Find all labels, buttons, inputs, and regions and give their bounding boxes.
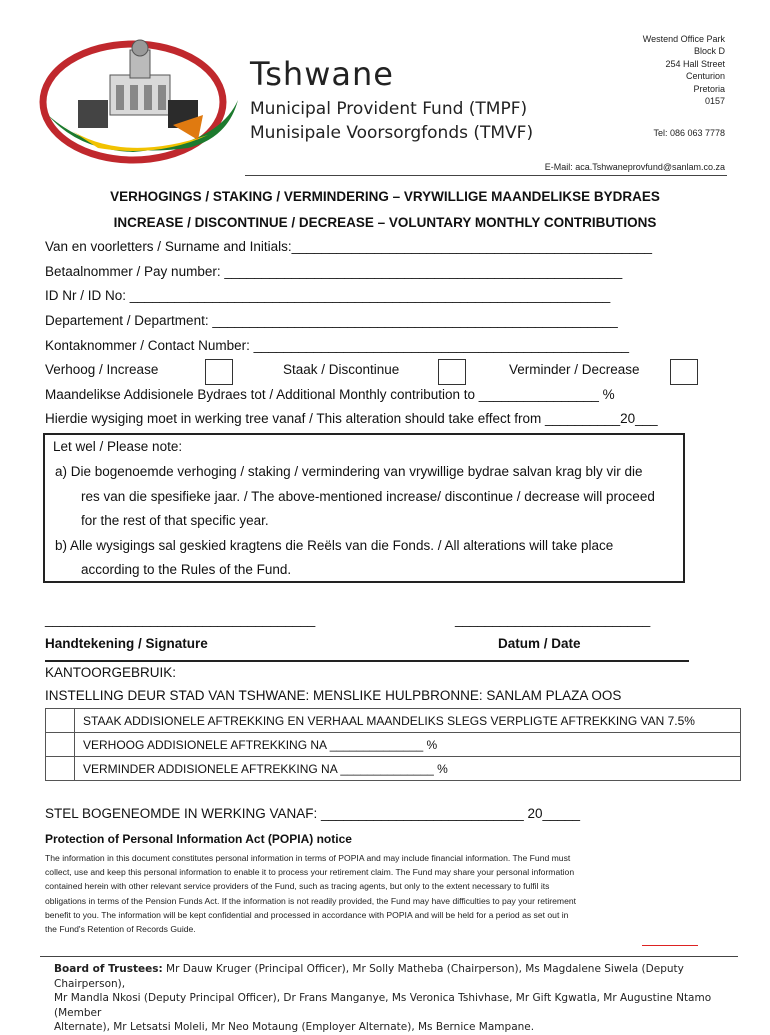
title-english: INCREASE / DISCONTINUE / DECREASE – VOLUNTARY MONTHLY CONTRIBUTIONS xyxy=(113,215,657,230)
pay-number-field[interactable]: Betaalnommer / Pay number: _____________________________________________________ xyxy=(45,264,623,279)
discontinue-checkbox[interactable] xyxy=(438,359,466,385)
note-a-line1: a) Die bogenoemde verhoging / staking / vermindering van vrywillige bydrae salvan krag bly vir die xyxy=(55,464,643,479)
brand-name: Tshwane xyxy=(250,55,394,93)
signature-line[interactable]: ____________________________________ xyxy=(45,612,316,627)
popia-line: benefit to you. The information will be kept confidential and processed in accordance with POPIA and will be held for a period as set out in xyxy=(45,909,569,920)
trustees-label: Board of Trustees: xyxy=(54,963,163,975)
section-divider xyxy=(45,660,689,662)
popia-heading: Protection of Personal Information Act (POPIA) notice xyxy=(45,832,352,846)
office-row-text: VERHOOG ADDISIONELE AFTREKKING NA ______________ % xyxy=(75,733,741,757)
email-address: E-Mail: aca.Tshwaneprovfund@sanlam.co.za xyxy=(544,162,725,172)
trustees-line3: Alternate), Mr Letsatsi Moleli, Mr Neo Motaung (Employer Alternate), Ms Bernice Mampane. xyxy=(54,1021,535,1033)
popia-line: contained herein with other relevant service providers of the Fund, such as tracing agents, but only to the extent necessary to fulfil its xyxy=(45,881,550,892)
office-use-heading: KANTOORGEBRUIK: xyxy=(45,665,177,680)
address-block xyxy=(643,33,725,107)
department-field[interactable]: Departement / Department: ______________________________________________________ xyxy=(45,313,618,328)
telephone: Tel: 086 063 7778 xyxy=(653,128,725,138)
office-row-text: VERMINDER ADDISIONELE AFTREKKING NA ______________ % xyxy=(75,757,741,781)
office-table xyxy=(45,708,741,781)
header-divider xyxy=(245,175,727,176)
title-afrikaans: VERHOGINGS / STAKING / VERMINDERING – VRYWILLIGE MAANDELIKSE BYDRAES xyxy=(110,189,660,204)
address-line: 254 Hall Street xyxy=(665,58,725,69)
note-a-line2: res van die spesifieke jaar. / The above-mentioned increase/ discontinue / decrease will proceed xyxy=(81,489,655,504)
signature-label: Handtekening / Signature xyxy=(45,636,208,651)
brand-line-en: Municipal Provident Fund (TMPF) xyxy=(250,99,528,119)
note-b-line2: according to the Rules of the Fund. xyxy=(81,562,292,577)
increase-label: Verhoog / Increase xyxy=(45,362,159,377)
discontinue-label: Staak / Discontinue xyxy=(283,362,400,377)
footer-divider xyxy=(40,956,738,957)
office-checkbox-cell[interactable] xyxy=(46,733,75,757)
office-effective-field[interactable]: STEL BOGENEOMDE IN WERKING VANAF: ___________________________ 20_____ xyxy=(45,806,581,821)
office-row-text: STAAK ADDISIONELE AFTREKKING EN VERHAAL MAANDELIKS SLEGS VERPLIGTE AFTREKKING VAN 7.5% xyxy=(75,709,741,733)
brand-block xyxy=(250,55,533,143)
note-heading: Let wel / Please note: xyxy=(53,439,183,454)
popia-line: the Fund's Retention of Records Guide. xyxy=(45,924,196,935)
address-line: Pretoria xyxy=(693,83,725,94)
table-row xyxy=(46,757,741,781)
note-b-line1: b) Alle wysigings sal geskied kragtens die Reëls van die Fonds. / All alterations will take place xyxy=(55,538,614,553)
office-checkbox-cell[interactable] xyxy=(46,757,75,781)
effective-date-field[interactable]: Hierdie wysiging moet in werking tree vanaf / This alteration should take effect from __________20___ xyxy=(45,411,658,426)
surname-field[interactable]: Van en voorletters / Surname and Initials:________________________________________________ xyxy=(45,239,653,254)
address-line: Centurion xyxy=(685,71,725,82)
contact-number-field[interactable]: Kontaknommer / Contact Number: __________________________________________________ xyxy=(45,338,629,353)
brand-line-af: Munisipale Voorsorgfonds (TMVF) xyxy=(250,123,534,143)
date-line[interactable]: __________________________ xyxy=(455,612,651,627)
popia-line: The information in this document constitutes personal information in terms of POPIA and may include financial information. The Fund must xyxy=(45,853,571,863)
table-row xyxy=(46,733,741,757)
additional-contribution-field[interactable]: Maandelikse Addisionele Bydraes tot / Additional Monthly contribution to ________________ % xyxy=(45,387,615,402)
date-label: Datum / Date xyxy=(498,636,581,651)
decrease-label: Verminder / Decrease xyxy=(509,362,640,377)
popia-line: collect, use and keep this personal information to enable it to process your retirement claim. The Fund may share your personal information xyxy=(45,867,575,878)
trustees-line1: Mr Dauw Kruger (Principal Officer), Mr Solly Matheba (Chairperson), Ms Magdalene Siwela (Deputy Chairperson), xyxy=(54,963,684,990)
address-line: Block D xyxy=(693,46,725,57)
fund-logo xyxy=(38,30,248,165)
decrease-checkbox[interactable] xyxy=(670,359,698,385)
note-box xyxy=(43,433,685,583)
popia-notice xyxy=(45,851,675,936)
table-row xyxy=(46,709,741,733)
increase-checkbox[interactable] xyxy=(205,359,233,385)
note-a-line3: for the rest of that specific year. xyxy=(81,513,269,528)
institution-line: INSTELLING DEUR STAD VAN TSHWANE: MENSLIKE HULPBRONNE: SANLAM PLAZA OOS xyxy=(45,688,622,703)
office-checkbox-cell[interactable] xyxy=(46,709,75,733)
id-number-field[interactable]: ID Nr / ID No: ________________________________________________________________ xyxy=(45,288,611,303)
footer-accent-line xyxy=(642,945,698,946)
address-line: 0157 xyxy=(704,96,725,107)
popia-line: obligations in terms of the Pension Funds Act. If the information is not readily provided, the Fund may have difficulties to pay your retirement xyxy=(45,895,577,906)
address-line: Westend Office Park xyxy=(642,34,725,44)
trustees-line2: Mr Mandla Nkosi (Deputy Principal Officer), Dr Frans Manganye, Ms Veronica Tshivhase, Mr Gift Kgwatla, Mr Augustine Ntamo (Member xyxy=(54,992,712,1019)
